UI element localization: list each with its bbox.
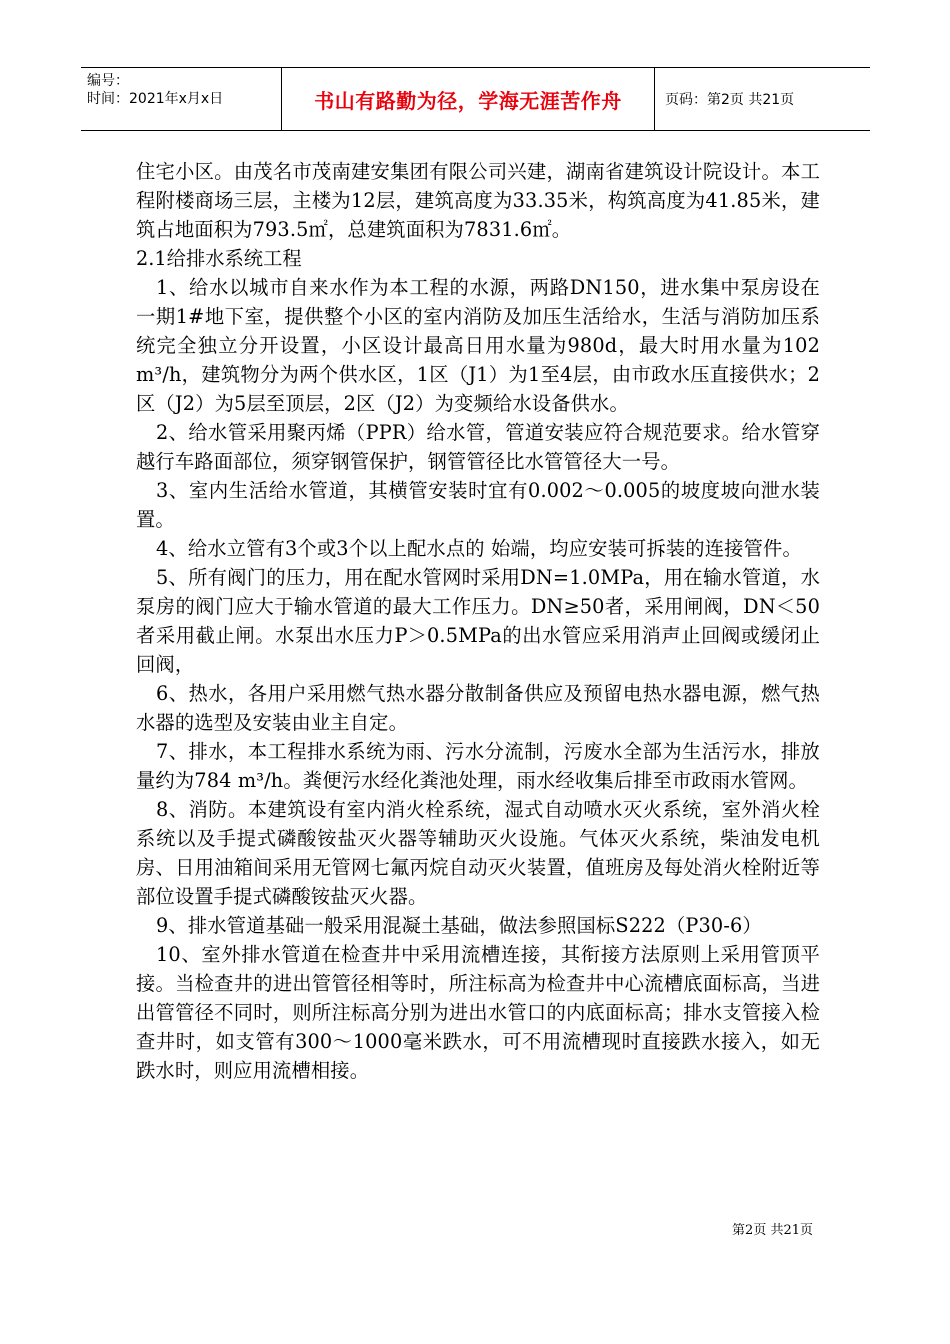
document-body	[136, 157, 820, 1085]
header-motto: 书山有路勤为径，学海无涯苦作舟	[282, 68, 655, 130]
paragraph-item-3: 3、室内生活给水管道，其横管安装时宜有0.002～0.005的坡度坡向泄水装置。	[136, 479, 820, 531]
paragraph-item-7: 7、排水，本工程排水系统为雨、污水分流制，污废水全部为生活污水，排放量约为784 m³/h。粪便污水经化粪池处理，雨水经收集后排至市政雨水管网。	[136, 740, 820, 792]
paragraph-item-1: 1、给水以城市自来水作为本工程的水源，两路DN150，进水集中泵房设在一期1#地下室，提供整个小区的室内消防及加压生活给水，生活与消防加压系统完全独立分开设置，小区设计最高日用水量为980d，最大时用水量为102 m³/h，建筑物分为两个供水区，1区（J1）为1至4层，由市政水压直接供水；2区（J2）为5层至顶层，2区（J2）为变频给水设备供水。	[136, 276, 820, 415]
page-footer: 第2页 共21页	[732, 1223, 813, 1238]
paragraph-item-8: 8、消防。本建筑设有室内消火栓系统，湿式自动喷水灭火系统，室外消火栓系统以及手提式磷酸铵盐灭火器等辅助灭火设施。气体灭火系统，柴油发电机房、日用油箱间采用无管网七氟丙烷自动灭火装置，值班房及每处消火栓附近等部位设置手提式磷酸铵盐灭火器。	[136, 798, 820, 908]
header-meta-cell	[81, 68, 282, 130]
page-header	[81, 67, 870, 131]
paragraph-item-4: 4、给水立管有3个或3个以上配水点的 始端，均应安装可拆装的连接管件。	[156, 537, 802, 560]
paragraph-item-5: 5、所有阀门的压力，用在配水管网时采用DN=1.0MPa，用在输水管道，水泵房的阀门应大于输水管道的最大工作压力。DN≥50者，采用闸阀，DN＜50者采用截止闸。水泵出水压力P＞0.5MPa的出水管应采用消声止回阀或缓闭止回阀，	[136, 566, 820, 676]
header-page-code: 页码：第2页 共21页	[665, 92, 795, 108]
paragraph-intro: 住宅小区。由茂名市茂南建安集团有限公司兴建，湖南省建筑设计院设计。本工程附楼商场三层，主楼为12层，建筑高度为33.35米，构筑高度为41.85米，建筑占地面积为793.5㎡，总建筑面积为7831.6㎡。	[136, 160, 820, 241]
section-heading: 2.1给排水系统工程	[136, 247, 302, 270]
document-number-label: 编号：	[87, 73, 129, 89]
paragraph-item-6: 6、热水，各用户采用燃气热水器分散制备供应及预留电热水器电源，燃气热水器的选型及安装由业主自定。	[136, 682, 820, 734]
document-time-label: 时间：2021年x月x日	[87, 91, 224, 107]
paragraph-item-2: 2、给水管采用聚丙烯（PPR）给水管，管道安装应符合规范要求。给水管穿越行车路面部位，须穿钢管保护，钢管管径比水管管径大一号。	[136, 421, 820, 473]
paragraph-item-9: 9、排水管道基础一般采用混凝土基础，做法参照国标S222（P30-6）	[156, 914, 762, 937]
paragraph-item-10: 10、室外排水管道在检查井中采用流槽连接，其衔接方法原则上采用管顶平接。当检查井的进出管管径相等时，所注标高为检查井中心流槽底面标高，当进出管管径不同时，则所注标高分别为进出水管口的内底面标高；排水支管接入检查井时，如支管有300～1000毫米跌水，可不用流槽现时直接跌水接入，如无跌水时，则应用流槽相接。	[136, 943, 820, 1082]
